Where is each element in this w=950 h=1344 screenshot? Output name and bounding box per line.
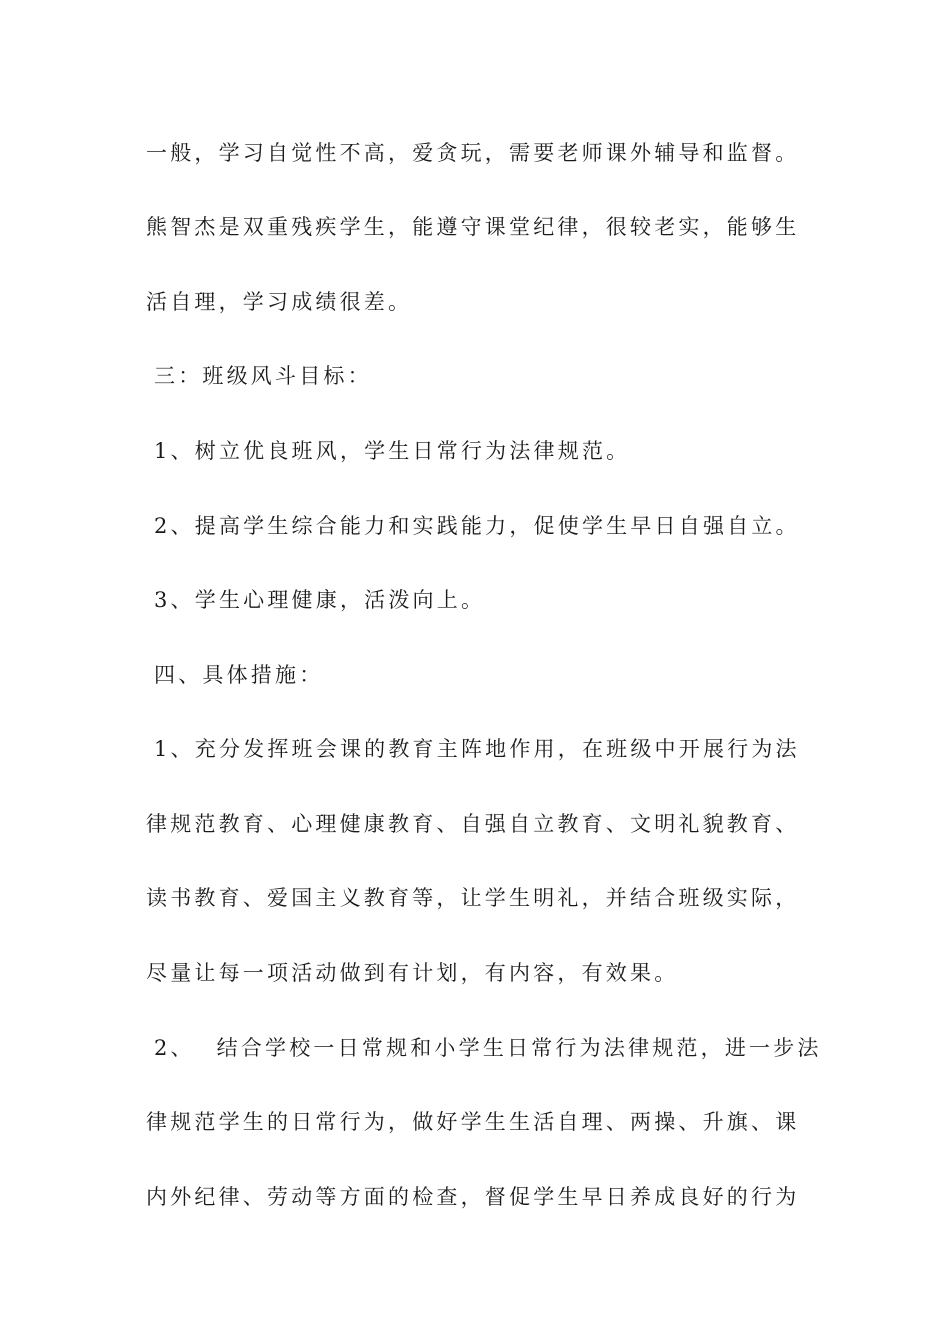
measure-item-2-line-3: 内外纪律、劳动等方面的检查，督促学生早日养成良好的行为 xyxy=(146,1185,800,1209)
measure-item-1-line-3: 读书教育、爱国主义教育等，让学生明礼，并结合班级实际， xyxy=(146,886,800,910)
section-heading-measures: 四、具体措施： xyxy=(154,663,324,687)
goal-item-2: 2、提高学生综合能力和实践能力，促使学生早日自强自立。 xyxy=(154,514,800,538)
measure-item-1-line-4: 尽量让每一项活动做到有计划，有内容，有效果。 xyxy=(146,961,679,985)
measure-item-2-line-2: 律规范学生的日常行为，做好学生生活自理、两操、升旗、课 xyxy=(146,1110,800,1134)
paragraph-line-2: 熊智杰是双重残疾学生，能遵守课堂纪律，很较老实，能够生 xyxy=(146,215,800,239)
paragraph-line-3: 活自理，学习成绩很差。 xyxy=(146,290,413,314)
goal-item-1: 1、树立优良班风，学生日常行为法律规范。 xyxy=(154,439,631,463)
paragraph-line-1: 一般，学习自觉性不高，爱贪玩，需要老师课外辅导和监督。 xyxy=(146,141,800,165)
section-heading-goals: 三：班级风斗目标： xyxy=(154,364,372,388)
goal-item-3: 3、学生心理健康，活泼向上。 xyxy=(154,588,486,612)
measure-item-1-line-2: 律规范教育、心理健康教育、自强自立教育、文明礼貌教育、 xyxy=(146,812,800,836)
measure-item-1-line-1: 1、充分发挥班会课的教育主阵地作用，在班级中开展行为法 xyxy=(154,737,800,761)
measure-item-2-line-1: 2、 结合学校一日常规和小学生日常行为法律规范，进一步法 xyxy=(154,1036,822,1060)
